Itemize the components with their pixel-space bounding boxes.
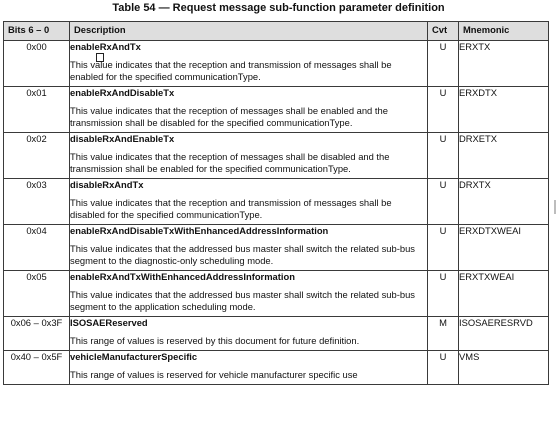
row-description: This value indicates that the addressed bus master shall switch the related sub-bus segment to the application scheduling mode.	[70, 289, 415, 312]
text-cursor-icon	[96, 53, 104, 62]
row-name: disableRxAndTx	[70, 179, 144, 190]
row-description-cell	[70, 41, 428, 87]
parameter-table	[3, 21, 549, 385]
row-cvt: U	[428, 271, 459, 317]
row-mnemonic: ERXDTX	[459, 87, 549, 133]
row-value: 0x04	[4, 225, 70, 271]
row-description: This value indicates that the addressed bus master shall switch the related sub-bus segment to the diagnostic-only scheduling mode.	[70, 243, 415, 266]
row-value: 0x05	[4, 271, 70, 317]
row-description-cell	[70, 225, 428, 271]
row-cvt: U	[428, 41, 459, 87]
row-cvt: U	[428, 133, 459, 179]
row-value: 0x02	[4, 133, 70, 179]
row-cvt: U	[428, 87, 459, 133]
table-row	[4, 41, 549, 87]
header-bits: Bits 6 – 0	[4, 22, 70, 41]
row-description-cell	[70, 317, 428, 351]
row-name: enableRxAndTxWithEnhancedAddressInformation	[70, 271, 295, 282]
table-row	[4, 271, 549, 317]
row-mnemonic: ERXTX	[459, 41, 549, 87]
row-name: vehicleManufacturerSpecific	[70, 351, 198, 362]
row-mnemonic: VMS	[459, 351, 549, 385]
row-name: enableRxAndDisableTx	[70, 87, 175, 98]
header-mnemonic: Mnemonic	[459, 22, 549, 41]
row-description-cell	[70, 179, 428, 225]
row-mnemonic: DRXTX	[459, 179, 549, 225]
row-mnemonic: DRXETX	[459, 133, 549, 179]
row-cvt: U	[428, 351, 459, 385]
row-mnemonic: ERXTXWEAI	[459, 271, 549, 317]
row-cvt: U	[428, 225, 459, 271]
row-cvt: U	[428, 179, 459, 225]
table-header-row	[4, 22, 549, 41]
row-value: 0x01	[4, 87, 70, 133]
row-description: This value indicates that the reception of messages shall be enabled and the transmission shall be disabled for the specified communicationType.	[70, 105, 388, 128]
table-caption: Table 54 — Request message sub-function parameter definition	[112, 2, 445, 14]
row-description: This range of values is reserved for vehicle manufacturer specific use	[70, 369, 358, 380]
header-description: Description	[70, 22, 428, 41]
row-description: This value indicates that the reception of messages shall be disabled and the transmission shall be enabled for the specified communicationType.	[70, 151, 390, 174]
table-row	[4, 179, 549, 225]
row-value: 0x06 – 0x3F	[4, 317, 70, 351]
row-mnemonic: ISOSAERESRVD	[459, 317, 549, 351]
scrollbar[interactable]	[554, 200, 556, 214]
table-row	[4, 317, 549, 351]
row-value: 0x00	[4, 41, 70, 87]
row-description-cell	[70, 133, 428, 179]
row-name: enableRxAndDisableTxWithEnhancedAddressInformation	[70, 225, 329, 236]
row-value: 0x40 – 0x5F	[4, 351, 70, 385]
table-row	[4, 133, 549, 179]
row-mnemonic: ERXDTXWEAI	[459, 225, 549, 271]
row-description: This value indicates that the reception and transmission of messages shall be enabled for the specified communicationType.	[70, 59, 392, 82]
row-description-cell	[70, 87, 428, 133]
row-description: This value indicates that the reception and transmission of messages shall be disabled for the specified communicationType.	[70, 197, 392, 220]
row-name: disableRxAndEnableTx	[70, 133, 175, 144]
table-row	[4, 225, 549, 271]
row-description: This range of values is reserved by this document for future definition.	[70, 335, 360, 346]
table-row	[4, 351, 549, 385]
row-name: enableRxAndTx	[70, 41, 141, 52]
row-description-cell	[70, 351, 428, 385]
header-cvt: Cvt	[428, 22, 459, 41]
row-value: 0x03	[4, 179, 70, 225]
row-cvt: M	[428, 317, 459, 351]
row-name: ISOSAEReserved	[70, 317, 148, 328]
row-description-cell	[70, 271, 428, 317]
table-row	[4, 87, 549, 133]
